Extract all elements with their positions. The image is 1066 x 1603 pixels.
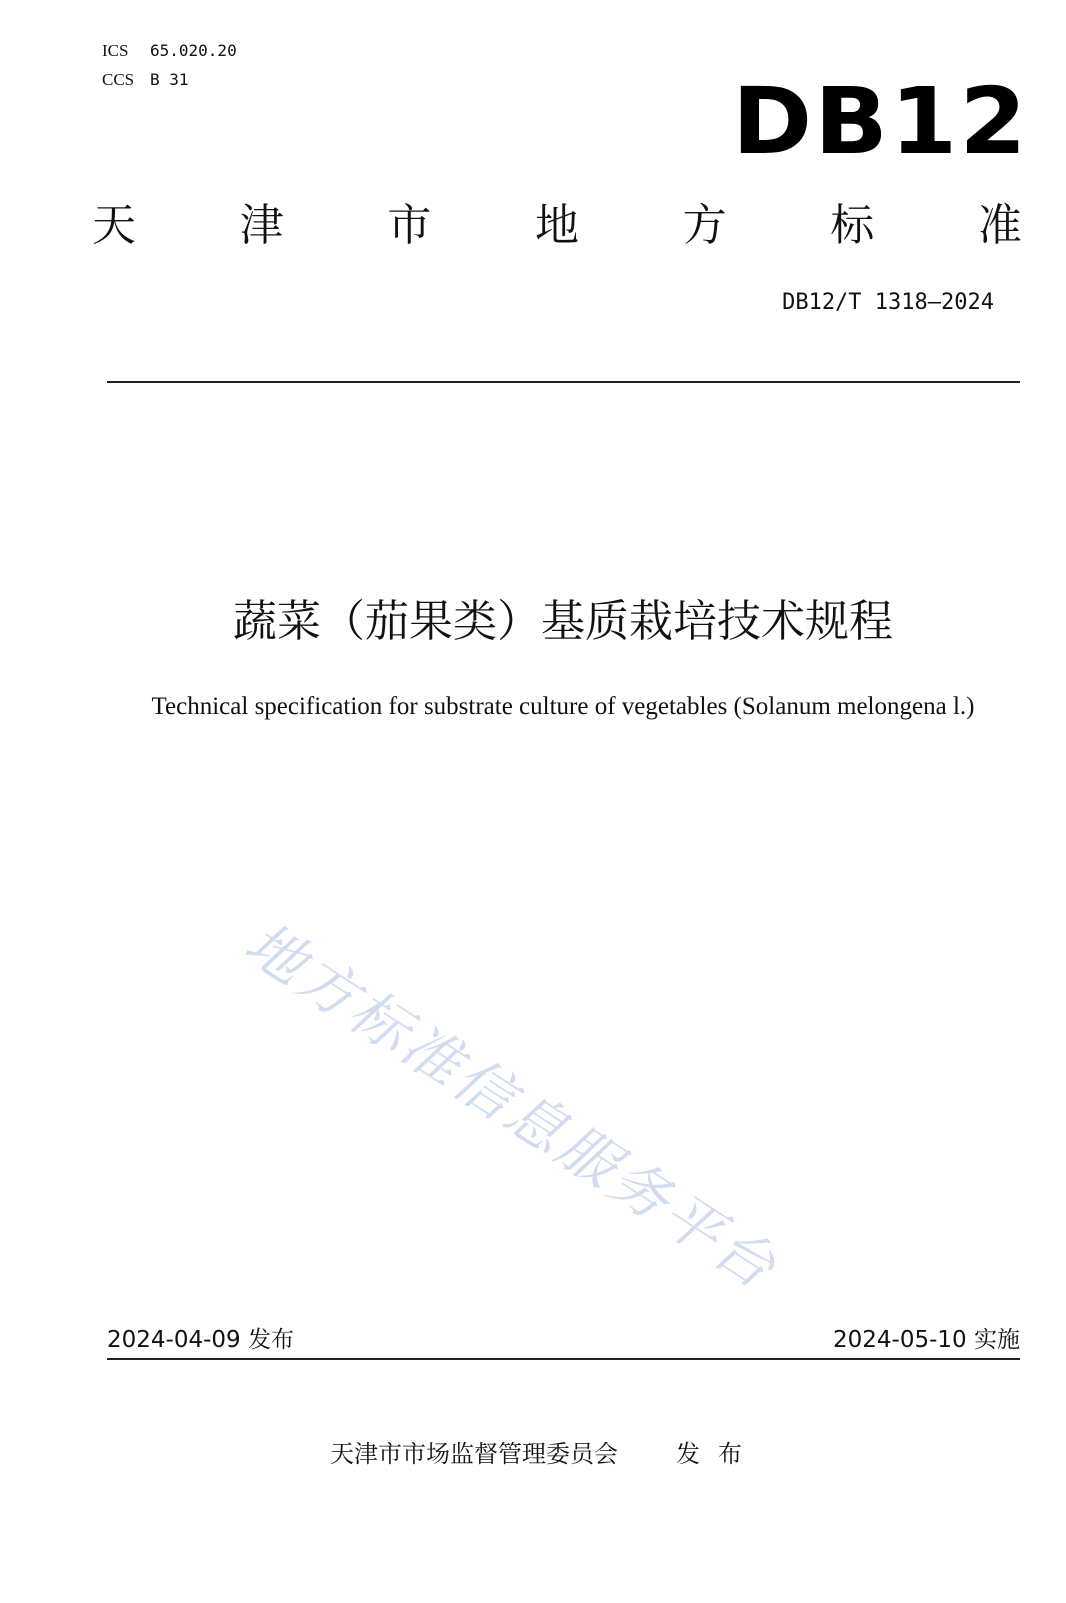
ccs-value: B 31 [150,70,189,89]
ics-label: ICS [102,41,129,60]
issuer-name: 天津市市场监督管理委员会 [330,1440,618,1468]
release-date: 2024-04-09 [107,1327,241,1353]
standard-type-char: 天 [92,200,136,251]
document-title-english: Technical specification for substrate culture of vegetables (Solanum melongena l.) [151,693,975,720]
ics-code-row [102,36,237,65]
issuer-action: 发布 [676,1440,760,1468]
standard-type-heading [92,198,1022,254]
implement-date-block [833,1324,1020,1356]
document-title-chinese: 蔬菜（茄果类）基质栽培技术规程 [233,596,893,647]
ccs-code-row [102,65,237,94]
standard-type-char: 市 [387,200,432,251]
standard-type-char: 方 [682,200,727,251]
standard-type-char: 准 [977,200,1022,251]
db12-logo: DB12 [732,68,1029,175]
implement-label: 实施 [974,1327,1020,1353]
standard-type-char: 地 [534,200,579,251]
bottom-divider [107,1358,1020,1360]
issuer-block [330,1437,760,1471]
implement-date: 2024-05-10 [833,1327,967,1353]
standard-number: DB12/T 1318—2024 [782,290,994,315]
standard-type-char: 津 [239,200,284,251]
standard-type-char: 标 [830,200,875,251]
release-label: 发布 [247,1327,294,1353]
top-divider [107,381,1020,383]
classification-codes [102,36,237,94]
watermark: 地方标准信息服务平台 [233,908,791,1304]
ccs-label: CCS [102,70,135,89]
release-date-block [107,1324,294,1356]
ics-value: 65.020.20 [150,41,237,60]
